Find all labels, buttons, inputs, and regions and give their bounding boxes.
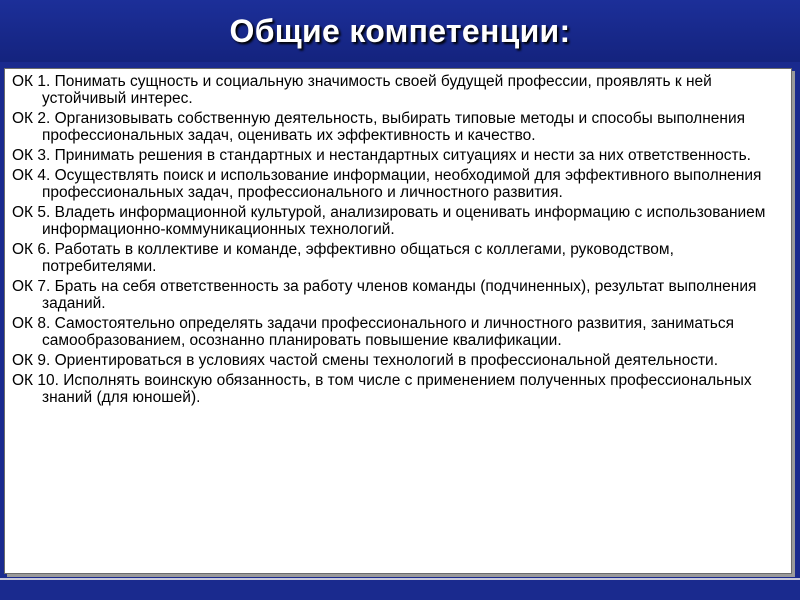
competency-item-2: ОК 2. Организовывать собственную деятельность, выбирать типовые методы и способы выполнения профессиональных задач, оценивать их эффективность и качество. [12, 110, 746, 144]
footer-bar [0, 578, 800, 600]
competency-item-4: ОК 4. Осуществлять поиск и использование информации, необходимой для эффективного выполнения профессиональных задач, профессионального и личностного развития. [12, 167, 762, 201]
competency-item-1: ОК 1. Понимать сущность и социальную значимость своей будущей профессии, проявлять к ней устойчивый интерес. [12, 73, 712, 107]
footer-divider [0, 578, 800, 580]
competency-list [5, 69, 791, 406]
competency-item-8: ОК 8. Самостоятельно определять задачи профессионального и личностного развития, заниматься самообразованием, осознанно планировать повышение квалификации. [12, 315, 735, 349]
slide-title: Общие компетенции: [229, 12, 571, 49]
competency-item-9: ОК 9. Ориентироваться в условиях частой смены технологий в профессиональной деятельности. [12, 352, 719, 369]
competency-item-10: ОК 10. Исполнять воинскую обязанность, в том числе с применением полученных профессиональных знаний (для юношей). [12, 372, 752, 406]
competency-item-5: ОК 5. Владеть информационной культурой, анализировать и оценивать информацию с использованием информационно-коммуникационных технологий. [12, 204, 766, 238]
content-frame [4, 68, 792, 574]
competency-item-7: ОК 7. Брать на себя ответственность за работу членов команды (подчиненных), результат выполнения заданий. [12, 278, 757, 312]
competency-item-3: ОК 3. Принимать решения в стандартных и нестандартных ситуациях и нести за них ответственность. [12, 147, 751, 164]
competency-item-6: ОК 6. Работать в коллективе и команде, эффективно общаться с коллегами, руководством, потребителями. [12, 241, 674, 275]
title-bar [0, 0, 800, 62]
